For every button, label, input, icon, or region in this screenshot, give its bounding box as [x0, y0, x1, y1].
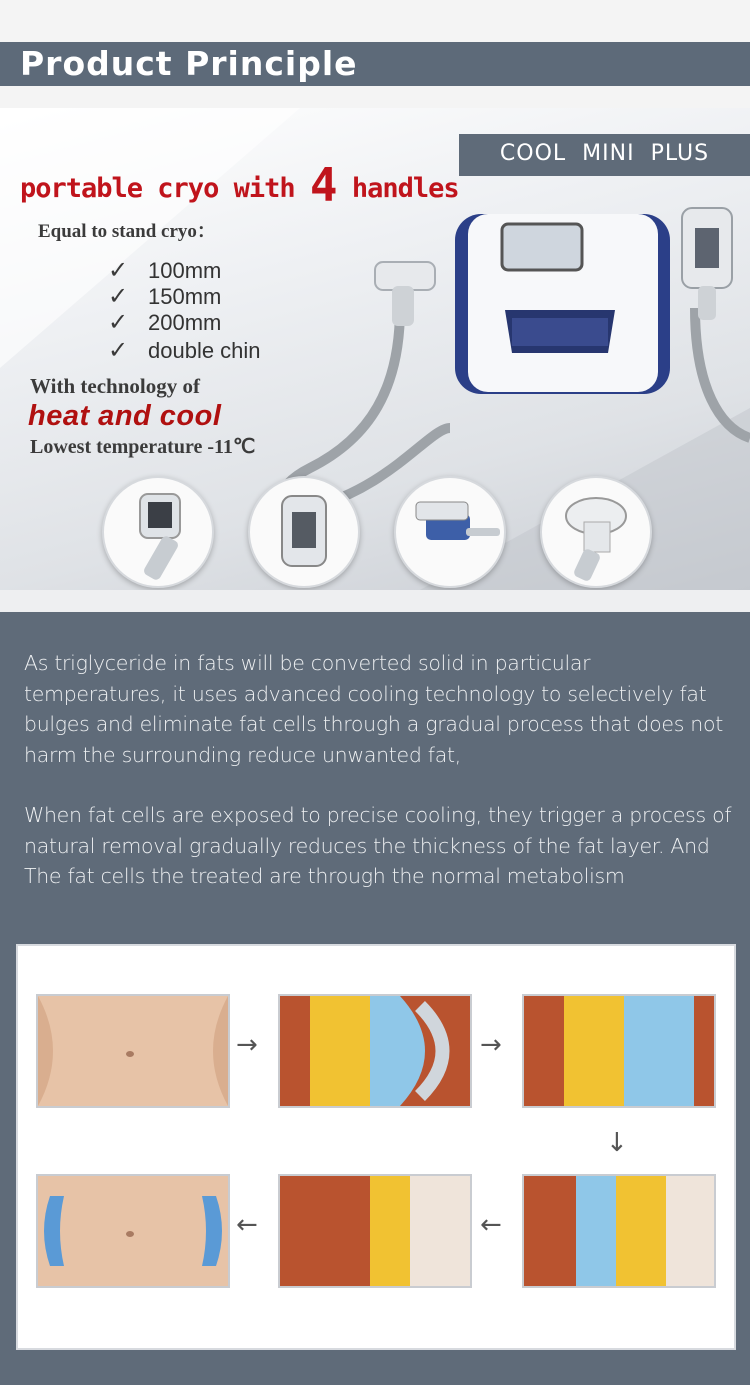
- handle-image-1: [102, 476, 214, 588]
- step-cells-removed: [522, 1174, 716, 1288]
- model-badge: [459, 134, 750, 176]
- model-name: COOL MINI PLUS: [499, 141, 710, 166]
- checkmark-icon: ✓: [108, 337, 129, 364]
- equal-label: Equal to stand cryo：: [38, 221, 216, 242]
- cells-cooling-image: [280, 996, 470, 1106]
- handle-icon: [250, 478, 358, 586]
- cells-removed-image: [524, 1176, 714, 1286]
- description-paragraph-2: When fat cells are exposed to precise cooling, they trigger a process of natural removal gradually reduces the thickness of the fat layer. And The fat cells the treated are through the normal metabolism: [24, 803, 732, 888]
- spacer: [0, 590, 750, 612]
- headline-number: 4: [309, 158, 337, 212]
- cells-reduced-image: [280, 1176, 470, 1286]
- handle-image-2: [248, 476, 360, 588]
- handle-icon: [104, 478, 212, 586]
- headline-post: handles: [336, 173, 459, 204]
- step-reduced-fat: [278, 1174, 472, 1288]
- tech-highlight: heat and cool: [28, 400, 222, 432]
- handle-icon: [542, 478, 650, 586]
- arrow-down-icon: ↓: [606, 1128, 628, 1158]
- cells-crystallize-image: [524, 996, 714, 1106]
- arrow-left-icon: ←: [480, 1210, 502, 1240]
- arrow-right-icon: →: [480, 1030, 502, 1060]
- spec-label: 150mm: [148, 284, 222, 309]
- headline-pre: portable cryo with: [20, 173, 310, 204]
- step-cooling-applied: [278, 994, 472, 1108]
- step-cells-crystallize: [522, 994, 716, 1108]
- checkmark-icon: ✓: [108, 283, 129, 310]
- arrow-right-icon: →: [236, 1030, 258, 1060]
- handle-image-4: [540, 476, 652, 588]
- header-bar: [0, 42, 750, 86]
- step-belly-after: [36, 1174, 230, 1288]
- handle-icon: [396, 478, 504, 586]
- tech-intro: With technology of: [30, 374, 200, 398]
- arrow-left-icon: ←: [236, 1210, 258, 1240]
- step-belly-before: [36, 994, 230, 1108]
- checkmark-icon: ✓: [108, 309, 129, 336]
- spec-label: 200mm: [148, 310, 222, 335]
- checkmark-icon: ✓: [108, 257, 129, 284]
- lowest-temperature: Lowest temperature -11℃: [30, 436, 256, 458]
- product-hero-banner: [0, 108, 750, 590]
- belly-image: [38, 1176, 228, 1286]
- spec-item: [108, 282, 221, 311]
- description-paragraph-1: As triglyceride in fats will be converted solid in particular temperatures, it uses advanced cooling technology to selectively fat bulges and eliminate fat cells through a gradual process that does not harm the surrounding reduce unwanted fat,: [24, 651, 723, 767]
- handle-image-3: [394, 476, 506, 588]
- fat-freezing-process-diagram: [16, 944, 736, 1350]
- cryo-machine-image: [250, 188, 750, 518]
- spec-item: [108, 256, 221, 285]
- spec-item: [108, 336, 261, 365]
- spec-label: 100mm: [148, 258, 222, 283]
- belly-image: [38, 996, 228, 1106]
- top-strip: [0, 0, 750, 42]
- page-title: Product Principle: [20, 44, 358, 83]
- spec-label: double chin: [148, 338, 261, 363]
- spec-item: [108, 308, 221, 337]
- spacer: [0, 86, 750, 108]
- principle-description: [0, 612, 750, 1385]
